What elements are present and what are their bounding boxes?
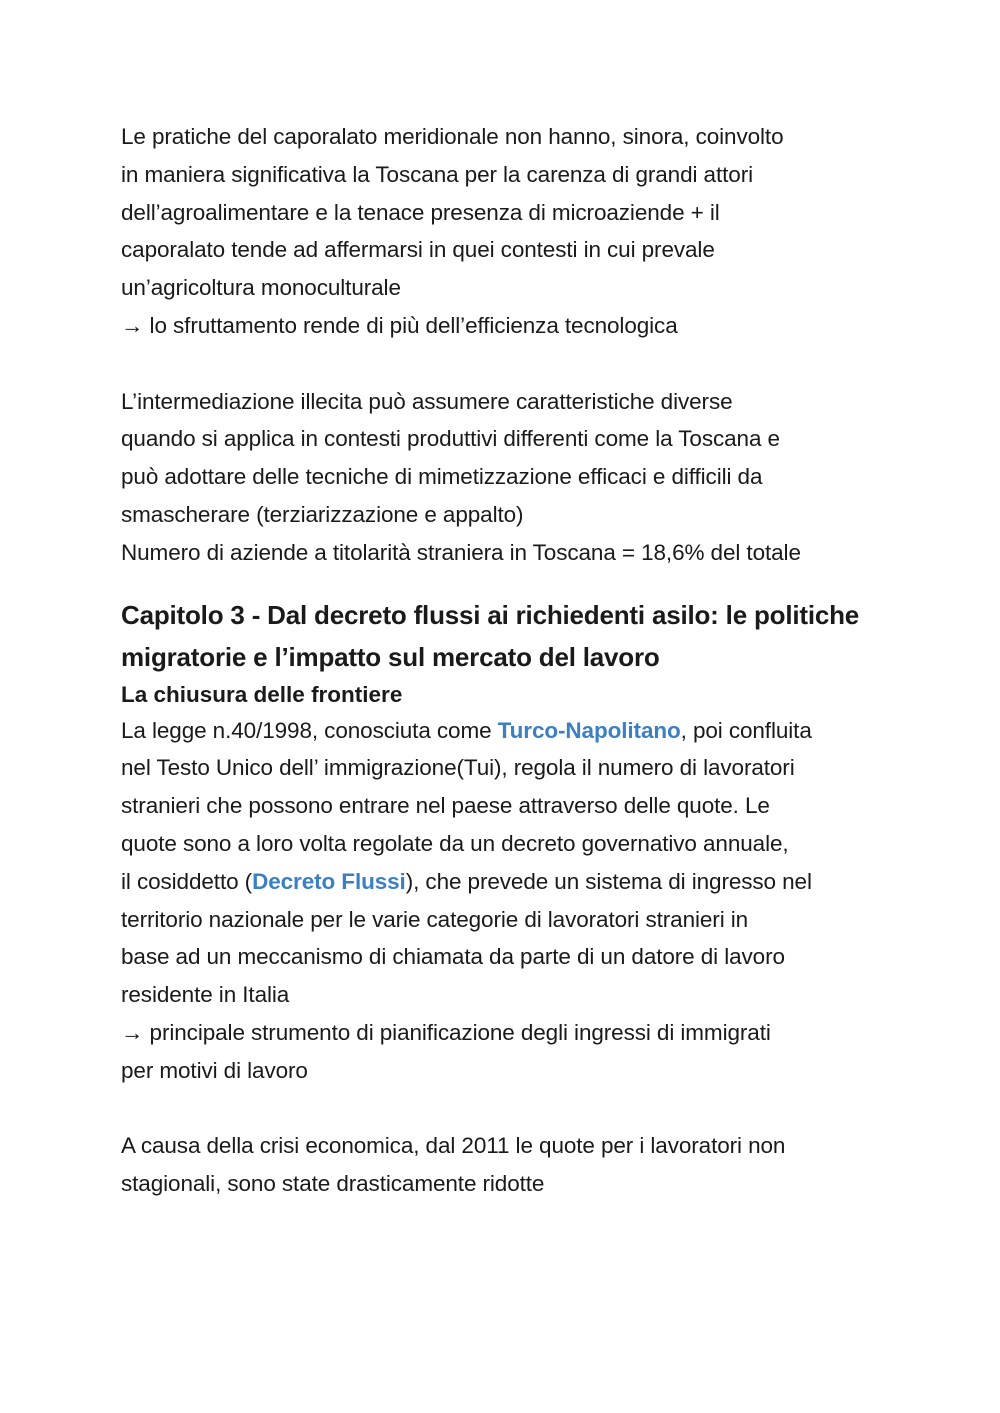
paragraph-legge bbox=[121, 712, 891, 1090]
text-line: L’intermediazione illecita può assumere caratteristiche diverse bbox=[121, 388, 733, 414]
text-line: può adottare delle tecniche di mimetizzazione efficaci e difficili da bbox=[121, 464, 763, 490]
text-span: ), che prevede un sistema di ingresso nel bbox=[405, 868, 812, 894]
document-page bbox=[121, 118, 891, 1203]
text-line: caporalato tende ad affermarsi in quei contesti in cui prevale bbox=[121, 237, 715, 263]
text-line bbox=[121, 863, 891, 901]
text-line: quote sono a loro volta regolate da un decreto governativo annuale, bbox=[121, 830, 789, 856]
text-line: territorio nazionale per le varie categorie di lavoratori stranieri in bbox=[121, 906, 749, 932]
text-line: nel Testo Unico dell’ immigrazione(Tui), regola il numero di lavoratori bbox=[121, 755, 795, 781]
text-line: residente in Italia bbox=[121, 982, 290, 1008]
chapter-heading bbox=[121, 594, 891, 678]
text-line: A causa della crisi economica, dal 2011 le quote per i lavoratori non bbox=[121, 1133, 786, 1159]
paragraph-crisi bbox=[121, 1127, 891, 1203]
text-line bbox=[121, 712, 891, 750]
paragraph-intermediazione bbox=[121, 383, 891, 572]
text-line: quando si applica in contesti produttivi differenti come la Toscana e bbox=[121, 426, 780, 452]
highlight-term: Turco-Napolitano bbox=[497, 717, 681, 743]
highlight-term: Decreto Flussi bbox=[252, 868, 406, 894]
text-line: dell’agroalimentare e la tenace presenza di microaziende + il bbox=[121, 199, 720, 225]
text-line: Le pratiche del caporalato meridionale non hanno, sinora, coinvolto bbox=[121, 124, 784, 149]
text-line: un’agricoltura monoculturale bbox=[121, 275, 401, 301]
paragraph-spacer bbox=[121, 345, 891, 383]
text-line: smascherare (terziarizzazione e appalto) bbox=[121, 501, 524, 527]
paragraph-caporalato bbox=[121, 118, 891, 345]
text-line: stranieri che possono entrare nel paese attraverso delle quote. Le bbox=[121, 793, 770, 819]
text-line: stagionali, sono state drasticamente ridotte bbox=[121, 1171, 545, 1197]
text-span: , poi confluita bbox=[680, 717, 812, 743]
text-line: base ad un meccanismo di chiamata da parte di un datore di lavoro bbox=[121, 944, 785, 970]
paragraph-spacer bbox=[121, 1090, 891, 1128]
paragraph-spacer bbox=[121, 572, 891, 594]
text-line: → principale strumento di pianificazione degli ingressi di immigrati bbox=[121, 1019, 771, 1045]
text-line: in maniera significativa la Toscana per la carenza di grandi attori bbox=[121, 161, 753, 187]
text-line: per motivi di lavoro bbox=[121, 1057, 308, 1083]
text-span: La legge n.40/1998, conosciuta come bbox=[121, 717, 498, 743]
text-line: → lo sfruttamento rende di più dell’efficienza tecnologica bbox=[121, 312, 678, 338]
text-line: Numero di aziende a titolarità straniera in Toscana = 18,6% del totale bbox=[121, 539, 801, 565]
text-span: il cosiddetto ( bbox=[121, 868, 253, 894]
section-heading: La chiusura delle frontiere bbox=[121, 681, 403, 707]
chapter-title-line: migratorie e l’impatto sul mercato del lavoro bbox=[121, 641, 660, 672]
chapter-title-line: Capitolo 3 - Dal decreto flussi ai richiedenti asilo: le politiche bbox=[121, 599, 860, 630]
